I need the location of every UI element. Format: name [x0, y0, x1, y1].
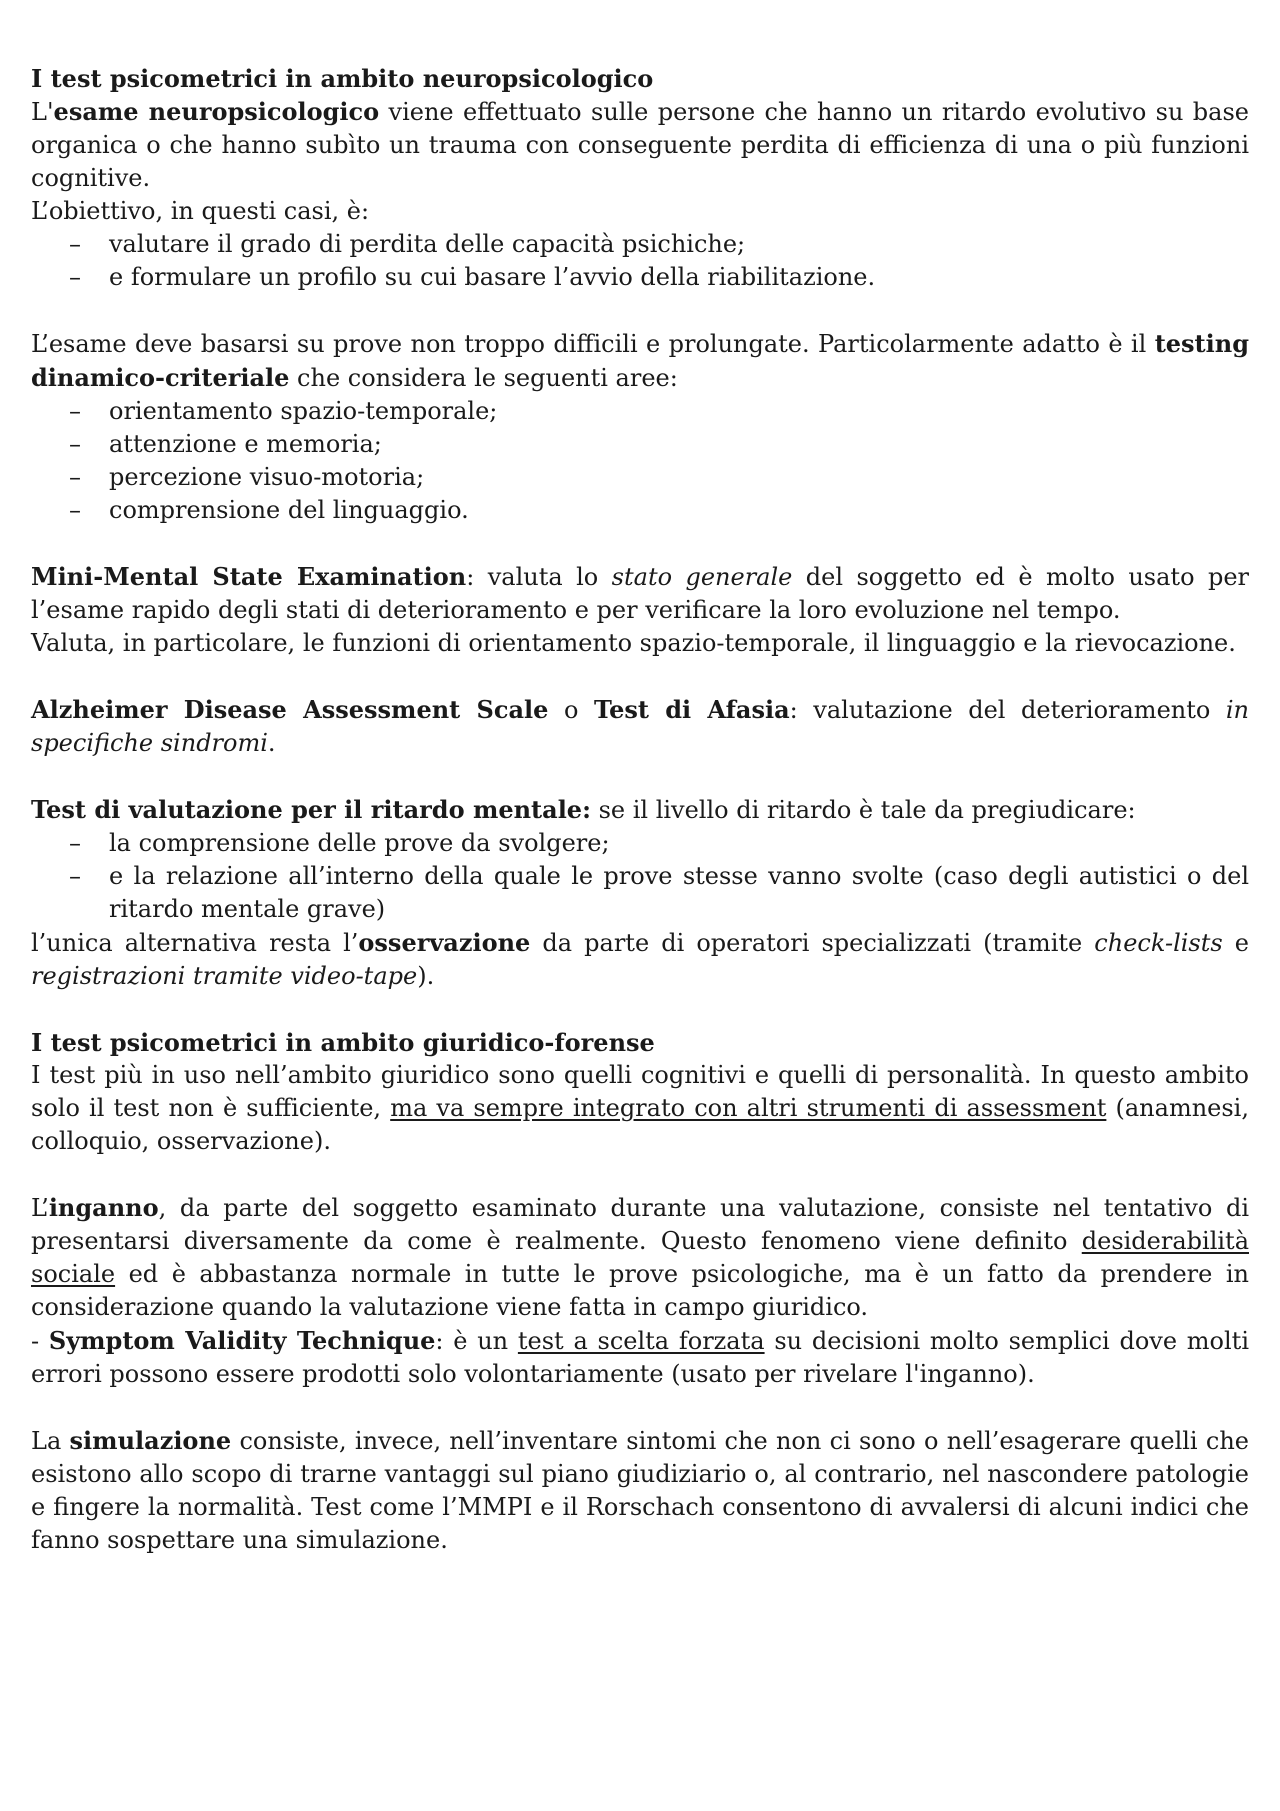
text: , da parte del soggetto esaminato durante una valutazione, consiste nel tentativo di presentarsi diversamente da come è realmente. Questo fenomeno viene definito: [31, 1194, 1249, 1255]
text: consiste, invece, nell’inventare sintomi che non ci sono o nell’esagerare quelli che esistono allo scopo di trarne vantaggi sul piano giudiziario o, al contrario, nel nascondere patologie e fingere la normalità. Test come l’MMPI e il Rorschach consentono di avvalersi di alcuni indici che fanno sospettare una simulazione.: [31, 1427, 1249, 1554]
text: ).: [417, 962, 435, 990]
paragraph-ritardo-mentale: [31, 793, 1249, 827]
list-item: – percezione visuo-motoria;: [109, 461, 1249, 494]
text: I test più in uso nell’ambito giuridico sono quelli cognitivi e quelli di personalità. In questo ambito solo il test non è sufficiente,: [31, 1061, 1249, 1122]
text: ed è abbastanza normale in tutte le prove psicologiche, ma è un fatto da prendere in considerazione quando la valutazione viene fatta in campo giuridico.: [31, 1260, 1249, 1321]
paragraph-esame: [31, 95, 1249, 195]
paragraph-giuridico: [31, 1059, 1249, 1158]
bold-term: osservazione: [358, 928, 531, 957]
text: La: [31, 1427, 70, 1455]
text: e: [1222, 929, 1249, 957]
paragraph-mmse: [31, 560, 1249, 627]
section-title-neuropsicologico: I test psicometrici in ambito neuropsicologico: [31, 64, 654, 93]
bold-term: Symptom Validity Technique: [48, 1326, 436, 1355]
bold-term: Mini-Mental State Examination: [31, 562, 467, 591]
text: su decisioni molto semplici dove molti errori possono essere prodotti solo volontariamente (usato per rivelare l'inganno).: [31, 1327, 1249, 1388]
paragraph-svt: [31, 1324, 1249, 1391]
list-obiettivi: [31, 228, 1249, 294]
list-item: – la comprensione delle prove da svolgere;: [109, 827, 1249, 860]
paragraph-mmse-2: Valuta, in particolare, le funzioni di orientamento spazio-temporale, il linguaggio e la rievocazione.: [31, 629, 1236, 657]
italic-term: registrazioni tramite video-tape: [31, 962, 418, 990]
paragraph-osservazione: [31, 926, 1249, 993]
list-item: – orientamento spazio-temporale;: [109, 395, 1249, 428]
text: : valuta lo: [466, 563, 612, 591]
text: del soggetto ed è molto usato per l’esame rapido degli stati di deterioramento e per verificare la loro evoluzione nel tempo.: [31, 563, 1249, 624]
bold-term: Test di Afasia: [593, 695, 790, 724]
paragraph-simulazione: [31, 1424, 1249, 1557]
bold-term: inganno: [48, 1193, 159, 1222]
list-item: – attenzione e memoria;: [109, 428, 1249, 461]
underlined-text: ma va sempre integrato con altri strumenti di assessment: [390, 1094, 1107, 1122]
text: (anamnesi, colloquio, osservazione).: [31, 1094, 1249, 1155]
list-item: – comprensione del linguaggio.: [109, 494, 1249, 527]
paragraph-adas: [31, 693, 1249, 760]
text: viene effettuato sulle persone che hanno un ritardo evolutivo su base organica o che hanno subìto un trauma con conseguente perdita di efficienza di una o più funzioni cognitive.: [31, 98, 1249, 192]
text: l’unica alternativa resta l’: [31, 929, 359, 957]
text: L’esame deve basarsi su prove non troppo difficili e prolungate. Particolarmente adatto è il: [31, 330, 1155, 358]
text: : è un: [435, 1327, 518, 1355]
text: se il livello di ritardo è tale da pregiudicare:: [590, 796, 1136, 824]
bold-term: Test di valutazione per il ritardo mentale:: [31, 795, 591, 824]
text: che considera le seguenti aree:: [289, 364, 678, 392]
italic-term: in specifiche sindromi: [31, 696, 1250, 757]
list-item: – valutare il grado di perdita delle capacità psichiche;: [109, 228, 1249, 261]
text: da parte di operatori specializzati (tramite: [530, 929, 1095, 957]
list-item: – e formulare un profilo su cui basare l’avvio della riabilitazione.: [109, 261, 1249, 294]
bold-term: testing dinamico-criteriale: [31, 329, 1249, 392]
underlined-text: desiderabilità sociale: [31, 1227, 1249, 1288]
text: o: [548, 696, 594, 724]
underlined-text: test a scelta forzata: [517, 1327, 765, 1355]
italic-term: check-lists: [1094, 929, 1223, 957]
paragraph-testing: [31, 327, 1249, 395]
section-title-giuridico: I test psicometrici in ambito giuridico-forense: [31, 1028, 655, 1057]
paragraph-inganno: [31, 1191, 1249, 1324]
bold-term: Alzheimer Disease Assessment Scale: [31, 695, 549, 724]
list-item: – e la relazione all’interno della quale le prove stesse vanno svolte (caso degli autistici o del ritardo mentale grave): [109, 860, 1249, 926]
bold-term: simulazione: [69, 1426, 232, 1455]
text: .: [267, 729, 276, 757]
list-aree: [31, 395, 1249, 527]
text: : valutazione del deterioramento: [789, 696, 1226, 724]
text: L’: [31, 1194, 49, 1222]
paragraph-obiettivo: L’obiettivo, in questi casi, è:: [31, 197, 370, 225]
bold-term: esame neuropsicologico: [53, 97, 380, 126]
text: L': [31, 98, 54, 126]
italic-term: stato generale: [611, 563, 793, 591]
text: -: [31, 1327, 49, 1355]
list-ritardo: [31, 827, 1249, 926]
